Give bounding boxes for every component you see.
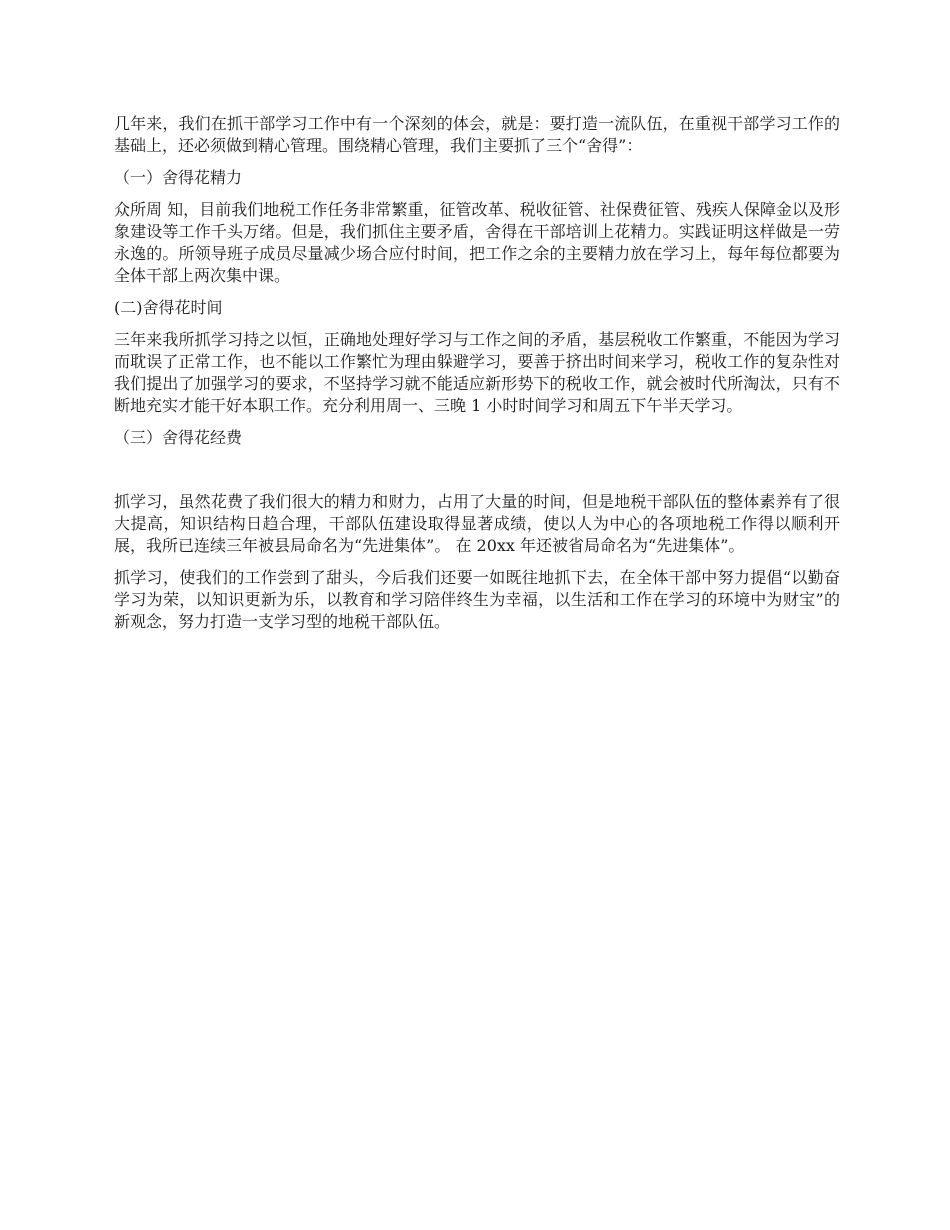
section-3-paragraph: 抓学习，虽然花费了我们很大的精力和财力，占用了大量的时间，但是地税干部队伍的整体素养有了很大提高，知识结构日趋合理，干部队伍建设取得显著成绩，使以人为中心的各项地税工作得以顺利开展，我所已连续三年被县局命名为“先进集体”。 在 20xx 年还被省局命名为“先进集体”。 <box>114 492 840 555</box>
section-heading-2: (二)舍得花时间 <box>114 298 223 317</box>
document-body <box>114 113 840 643</box>
section-1-paragraph: 众所周 知，目前我们地税工作任务非常繁重，征管改革、税收征管、社保费征管、残疾人保障金以及形象建设等工作千头万绪。但是，我们抓住主要矛盾，舍得在干部培训上花精力。实践证明这样做是一劳永逸的。所领导班子成员尽量减少场合应付时间，把工作之余的主要精力放在学习上，每年每位都要为全体干部上两次集中课。 <box>114 200 840 285</box>
section-heading-1: （一）舍得花精力 <box>114 168 243 187</box>
intro-paragraph: 几年来，我们在抓干部学习工作中有一个深刻的体会，就是：要打造一流队伍，在重视干部学习工作的基础上，还必须做到精心管理。围绕精心管理，我们主要抓了三个“舍得”： <box>114 114 840 155</box>
section-heading-3: （三）舍得花经费 <box>114 428 243 447</box>
closing-paragraph: 抓学习，使我们的工作尝到了甜头，今后我们还要一如既往地抓下去，在全体干部中努力提倡“以勤奋学习为荣，以知识更新为乐，以教育和学习陪伴终生为幸福，以生活和工作在学习的环境中为财宝”的新观念，努力打造一支学习型的地税干部队伍。 <box>114 568 840 631</box>
section-2-paragraph: 三年来我所抓学习持之以恒，正确地处理好学习与工作之间的矛盾，基层税收工作繁重，不能因为学习而耽误了正常工作，也不能以工作繁忙为理由躲避学习，要善于挤出时间来学习，税收工作的复杂性对我们提出了加强学习的要求，不坚持学习就不能适应新形势下的税收工作，就会被时代所淘汰，只有不断地充实才能干好本职工作。充分利用周一、三晚 1 小时时间学习和周五下午半天学习。 <box>114 330 840 415</box>
